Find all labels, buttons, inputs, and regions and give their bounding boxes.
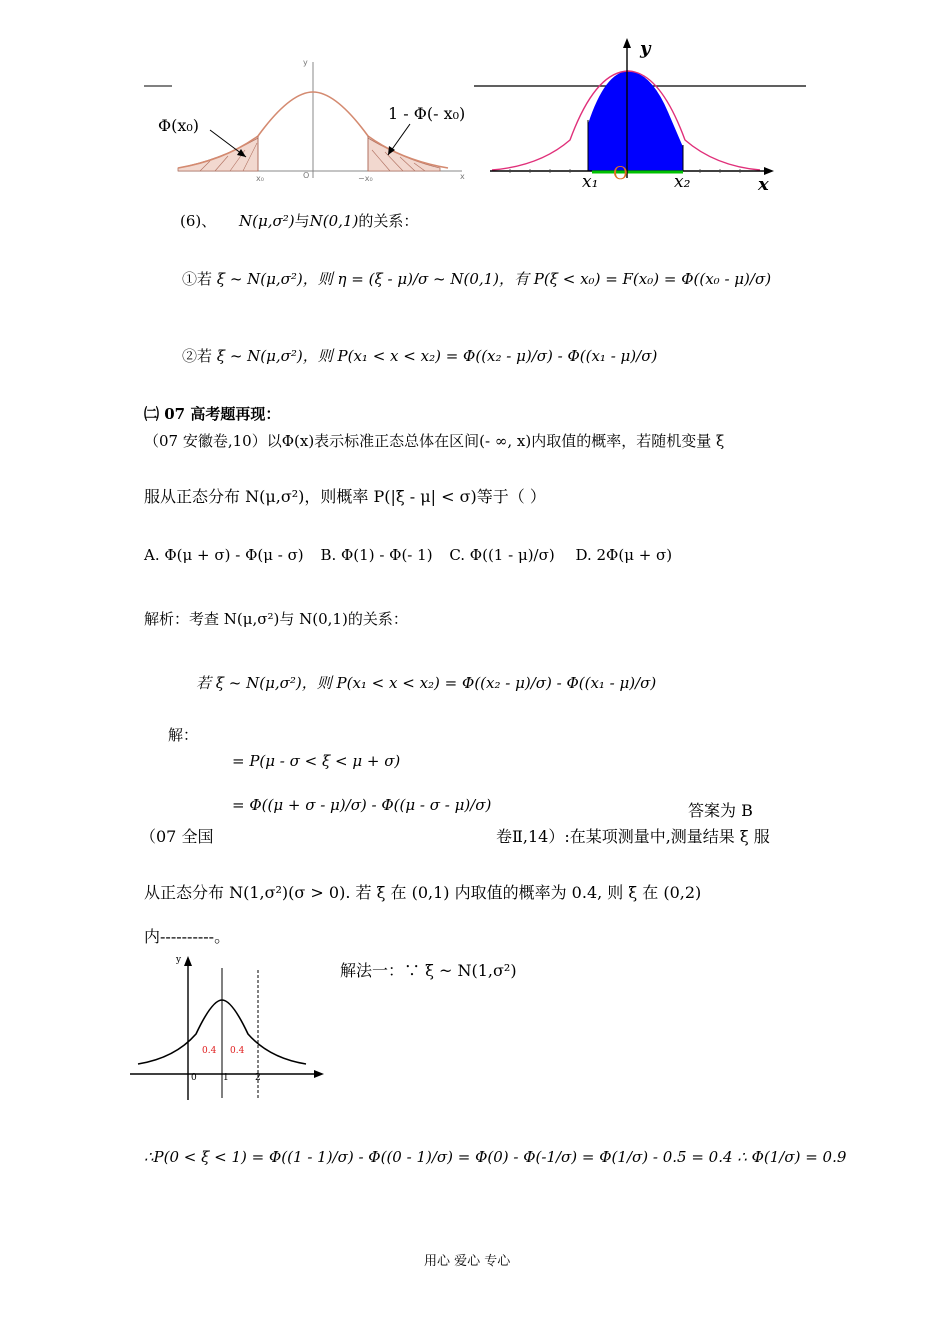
graph3-area-right: 0.4: [230, 1046, 245, 1056]
item1-marker: ①若: [182, 270, 213, 288]
solve-line2: = Φ((μ + σ - μ)/σ) - Φ((μ - σ - μ)/σ): [232, 796, 492, 814]
graph3-tick-2: 2: [255, 1073, 261, 1083]
q1-line2: 服从正态分布 N(μ,σ²)，则概率 P(|ξ - μ| < σ)等于（ ）: [144, 487, 546, 506]
page-footer: 用心 爱心 专心: [424, 1254, 511, 1269]
graph2-label-o: O: [613, 163, 628, 184]
graph2-axis-y: y: [640, 38, 651, 59]
final-formula: ∴P(0 < ξ < 1) = Φ((1 - 1)/σ) - Φ((0 - 1)/σ) = Φ(0) - Φ(-1/σ) = Φ(1/σ) - 0.5 = 0.4 ∴ Φ(1/σ) = 0.9: [144, 1148, 847, 1166]
analysis-line: 解析：考查 N(μ,σ²)与 N(0,1)的关系：: [144, 610, 408, 628]
item2-text: ξ ~ N(μ,σ²)，则 P(x₁ < x < x₂) = Φ((x₂ - μ)/σ) - Φ((x₁ - μ)/σ): [216, 347, 658, 365]
option-b[interactable]: B. Φ(1) - Φ(- 1): [320, 546, 433, 564]
graph3-axis-y: y: [176, 955, 182, 965]
graph2-axis-x: x: [758, 174, 769, 195]
section6-tail: 的关系：: [358, 212, 419, 230]
analysis-formula: 若 ξ ~ N(μ,σ²)，则 P(x₁ < x < x₂) = Φ((x₂ - μ)/σ) - Φ((x₁ - μ)/σ): [196, 674, 657, 692]
graph3-area-left: 0.4: [202, 1046, 217, 1056]
q2-mid: 卷Ⅱ,14）:在某项测量中,测量结果 ξ 服: [496, 827, 770, 846]
method1-line: 解法一：∵ ξ ~ N(1,σ²): [340, 961, 517, 980]
graph1-axis-y: y: [303, 58, 308, 67]
graph1-tick-negx0: −x₀: [358, 174, 373, 183]
q1-line1: （07 安徽卷,10）以Φ(x)表示标准正态总体在区间(- ∞, x)内取值的概率，若随机变量 ξ: [144, 432, 725, 450]
section6-formula1: N(μ,σ²): [239, 212, 295, 230]
graph1-axis-x: x: [460, 172, 465, 181]
label-one-minus-phi: 1 - Φ(- x₀): [388, 104, 466, 123]
label-phi-x0: Φ(x₀): [158, 116, 200, 135]
item2-marker: ②若: [182, 347, 213, 365]
graph3-tick-0: 0: [191, 1073, 197, 1083]
option-a[interactable]: A. Φ(μ + σ) - Φ(μ - σ): [144, 546, 304, 564]
graph1-tick-x0: x₀: [256, 174, 264, 183]
section6-and: 与: [294, 212, 310, 230]
section6-heading: (6)、: [180, 212, 217, 230]
item1-text: ξ ~ N(μ,σ²)，则 η = (ξ - μ)/σ ~ N(0,1)，有 P(ξ < x₀) = F(x₀) = Φ((x₀ - μ)/σ): [216, 270, 772, 288]
graph2-label-x2: x₂: [674, 172, 691, 192]
section-b-heading: ㈡ 07 高考题再现：: [144, 405, 281, 423]
solve-line1: = P(μ - σ < ξ < μ + σ): [232, 752, 401, 770]
q2-line2: 从正态分布 N(1,σ²)(σ > 0). 若 ξ 在 (0,1) 内取值的概率为 0.4, 则 ξ 在 (0,2): [144, 883, 702, 902]
option-c[interactable]: C. Φ((1 - μ)/σ): [449, 546, 555, 564]
q2-line3: 内----------。: [144, 927, 231, 946]
graph3-tick-1: 1: [223, 1073, 229, 1083]
section6-formula2: N(0,1): [309, 212, 359, 230]
graph2-label-x1: x₁: [582, 172, 599, 192]
q2-prefix: （07 全国: [140, 827, 214, 846]
graph1-tick-o: O: [303, 171, 310, 180]
answer-text: 答案为 B: [688, 801, 753, 820]
solve-label: 解：: [168, 726, 199, 744]
option-d[interactable]: D. 2Φ(μ + σ): [575, 546, 673, 564]
